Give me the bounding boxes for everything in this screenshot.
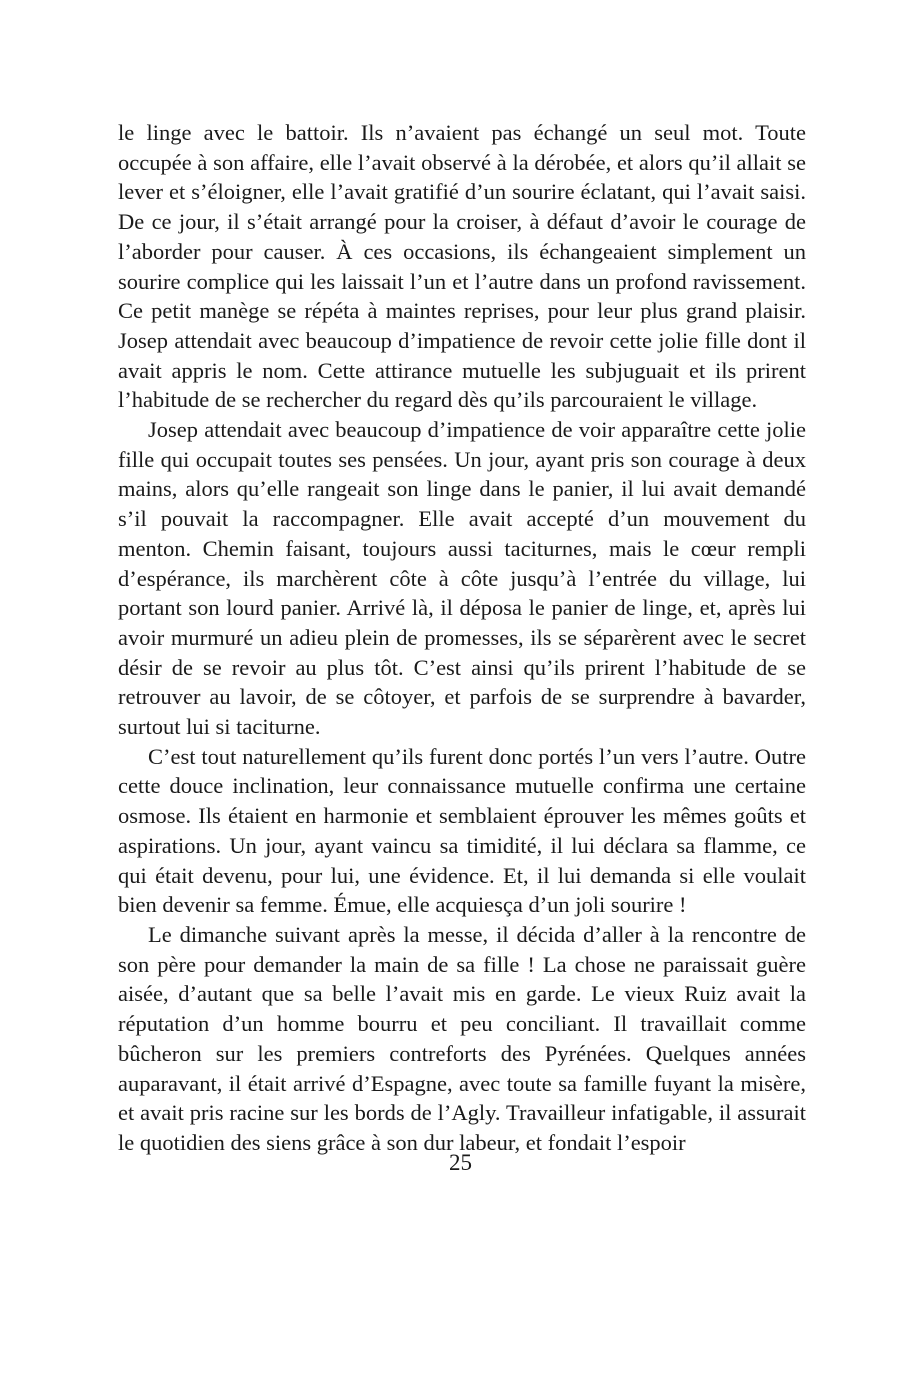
page-number: 25	[449, 1150, 472, 1175]
paragraph-2: Josep attendait avec beaucoup d’impatience de voir apparaître cette jolie fille qui occupait toutes ses pensées. Un jour, ayant pris son courage à deux mains, alors qu’elle rangeait son linge dans le panier, il lui avait demandé s’il pouvait la raccompagner. Elle avait accepté d’un mouvement du menton. Chemin faisant, toujours aussi taciturnes, mais le cœur rempli d’espérance, ils marchèrent côte à côte jusqu’à l’entrée du village, lui portant son lourd panier. Arrivé là, il déposa le panier de linge, et, après lui avoir murmuré un adieu plein de promesses, ils se séparèrent avec le secret désir de se revoir au plus tôt. C’est ainsi qu’ils prirent l’habitude de se retrouver au lavoir, de se côtoyer, et parfois de se surprendre à bavarder, surtout lui si taciturne.	[118, 417, 806, 740]
paragraph-1: le linge avec le battoir. Ils n’avaient pas échangé un seul mot. Toute occupée à son affaire, elle l’avait observé à la dérobée, et alors qu’il allait se lever et s’éloigner, elle l’avait gratifié d’un sourire éclatant, qui l’avait saisi. De ce jour, il s’était arrangé pour la croiser, à défaut d’avoir le courage de l’aborder pour causer. À ces occasions, ils échangeaient simplement un sourire complice qui les laissait l’un et l’autre dans un profond ravissement. Ce petit manège se répéta à maintes reprises, pour leur plus grand plaisir. Josep attendait avec beaucoup d’impatience de revoir cette jolie fille dont il avait appris le nom. Cette attirance mutuelle les subjuguait et ils prirent l’habitude de se rechercher du regard dès qu’ils parcouraient le village.	[118, 120, 806, 413]
paragraph-3: C’est tout naturellement qu’ils furent donc portés l’un vers l’autre. Outre cette douce inclination, leur connaissance mutuelle confirma une certaine osmose. Ils étaient en harmonie et semblaient éprouver les mêmes goûts et aspirations. Un jour, ayant vaincu sa timidité, il lui déclara sa flamme, ce qui était devenu, pour lui, une évidence. Et, il lui demanda si elle voulait bien devenir sa femme. Émue, elle acquiesça d’un joli sourire !	[118, 743, 806, 918]
paragraph-4: Le dimanche suivant après la messe, il décida d’aller à la rencontre de son père pour demander la main de sa fille ! La chose ne paraissait guère aisée, d’autant que sa belle l’avait mis en garde. Le vieux Ruiz avait la réputation d’un homme bourru et peu conciliant. Il travaillait comme bûcheron sur les premiers contreforts des Pyrénées. Quelques années auparavant, il était arrivé d’Espagne, avec toute sa famille fuyant la misère, et avait pris racine sur les bords de l’Agly. Travailleur infatigable, il assurait le quotidien des siens grâce à son dur labeur, et fondait l’espoir	[118, 921, 806, 1155]
body-text	[118, 118, 806, 1158]
